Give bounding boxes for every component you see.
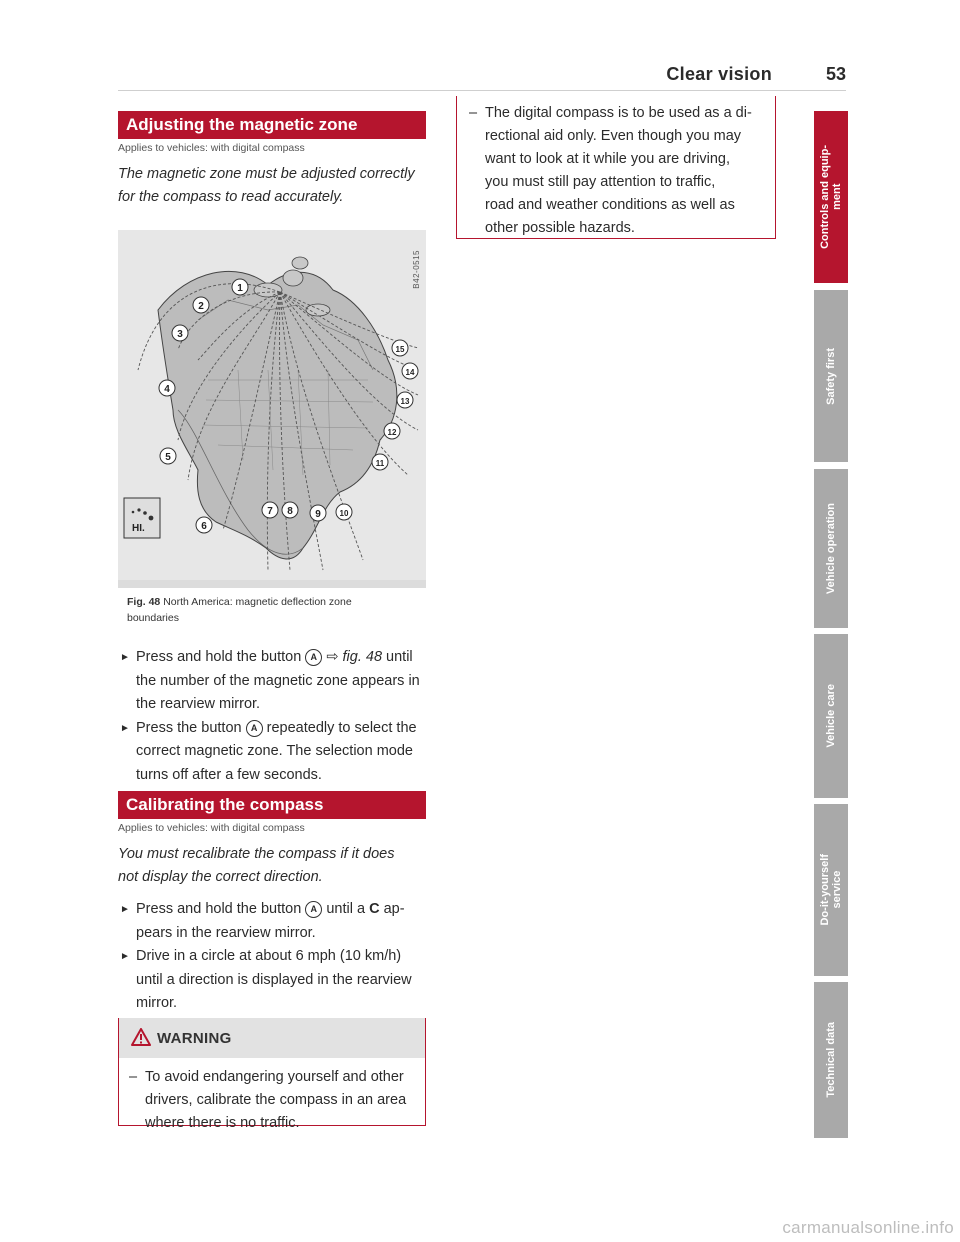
step-text: mirror. <box>136 995 178 1011</box>
zone-marker <box>196 517 212 533</box>
steps-list-calibrating <box>118 898 428 1016</box>
step-item <box>118 945 428 1016</box>
tab-vehicle-operation[interactable] <box>814 469 848 628</box>
watermark: carmanualsonline.info <box>782 1218 954 1237</box>
figure-link[interactable]: fig. 48 <box>342 649 383 665</box>
section-intro <box>118 163 428 209</box>
note-line: you must still pay attention to traffic, <box>485 174 716 190</box>
step-text: the rearview mirror. <box>136 696 261 712</box>
warning-line: drivers, calibrate the compass in an area <box>145 1092 407 1108</box>
svg-text:9: 9 <box>315 509 321 520</box>
magnetic-zone-map-figure <box>118 230 426 588</box>
warning-header <box>119 1018 425 1058</box>
figure-number: Fig. 48 <box>127 596 161 608</box>
applies-to-note: Applies to vehicles: with digital compass <box>118 142 305 154</box>
tab-label: Safety first <box>825 347 837 405</box>
intro-line: The magnetic zone must be adjusted correctly <box>118 166 415 182</box>
svg-text:14: 14 <box>405 368 415 377</box>
svg-text:2: 2 <box>198 301 204 312</box>
svg-text:1: 1 <box>237 283 243 294</box>
note-line: rectional aid only. Even though you may <box>485 128 742 144</box>
steps-list-magnetic-zone <box>118 646 428 787</box>
step-bullet: ► <box>120 904 130 915</box>
note-line: want to look at it while you are driving, <box>485 151 731 167</box>
zone-marker <box>336 504 352 520</box>
tab-controls-and-equipment[interactable] <box>814 111 848 283</box>
tab-safety-first[interactable] <box>814 290 848 462</box>
section-heading-calibrating: Calibrating the compass <box>118 791 426 819</box>
north-america-map <box>118 230 426 588</box>
step-text: until a direction is displayed in the rearview <box>136 971 412 988</box>
tab-label: Vehicle operation <box>825 502 837 595</box>
svg-text:15: 15 <box>395 345 405 354</box>
svg-text:8: 8 <box>287 506 293 517</box>
warning-line: where there is no traffic. <box>145 1115 300 1131</box>
button-a-icon: A <box>305 649 322 666</box>
calibration-letter: C <box>369 901 380 917</box>
page-number: 53 <box>825 64 846 84</box>
zone-marker <box>402 363 418 379</box>
warning-triangle-icon <box>131 1028 151 1046</box>
tab-label: Controls and equip- ment <box>819 145 843 249</box>
tab-label: Vehicle care <box>825 684 837 748</box>
svg-text:11: 11 <box>375 459 385 468</box>
intro-line: for the compass to read accurately. <box>118 189 344 205</box>
step-text: until <box>386 649 413 665</box>
running-header-title: Clear vision <box>666 64 772 84</box>
figure-code: B42-0515 <box>412 250 421 289</box>
svg-text:3: 3 <box>177 329 183 340</box>
step-text: Press and hold the button <box>136 901 302 917</box>
tab-label: Do-it-yourself service <box>819 854 843 926</box>
intro-line: not display the correct direction. <box>118 869 323 885</box>
step-text: Press the button <box>136 719 242 736</box>
step-item <box>118 898 428 945</box>
cross-ref-arrow: ⇨ <box>326 649 339 665</box>
header-rule <box>118 90 846 91</box>
note-line: The digital compass is to be used as a di- <box>485 105 752 121</box>
hawaii-label: HI. <box>132 523 145 534</box>
svg-text:4: 4 <box>164 384 170 395</box>
step-bullet: ► <box>120 951 130 962</box>
note-box <box>456 96 776 239</box>
zone-marker <box>193 297 209 313</box>
svg-text:13: 13 <box>400 397 410 406</box>
step-text: repeatedly to select the <box>266 719 417 736</box>
button-a-icon: A <box>246 720 263 737</box>
step-text: the number of the magnetic zone appears in <box>136 672 420 689</box>
step-item <box>118 717 428 788</box>
step-text: ap- <box>383 901 405 917</box>
svg-text:12: 12 <box>387 428 397 437</box>
intro-line: You must recalibrate the compass if it does <box>118 846 395 862</box>
zone-marker <box>159 380 175 396</box>
warning-text: – To avoid endangering yourself and other drivers, calibrate the compass in an area where there is no traffic. <box>129 1066 421 1135</box>
step-text: until a <box>326 901 366 917</box>
tab-technical-data[interactable] <box>814 982 848 1138</box>
svg-text:10: 10 <box>339 509 349 518</box>
svg-text:5: 5 <box>165 452 171 463</box>
step-text: turns off after a few seconds. <box>136 766 322 783</box>
step-text: Drive in a circle at about 6 mph (10 km/h) <box>136 948 402 964</box>
warning-box <box>118 1018 426 1131</box>
tab-label: Technical data <box>825 1022 837 1098</box>
warning-title: WARNING <box>157 1030 232 1047</box>
step-bullet: ► <box>120 722 130 734</box>
figure-caption-text: North America: magnetic deflection zone <box>163 596 352 608</box>
zone-marker <box>310 505 326 521</box>
zone-marker <box>397 392 413 408</box>
zone-marker <box>392 340 408 356</box>
svg-text:7: 7 <box>267 506 273 517</box>
figure-caption <box>127 594 423 626</box>
zone-marker <box>262 502 278 518</box>
step-text: pears in the rearview mirror. <box>136 924 316 941</box>
tab-vehicle-care[interactable] <box>814 634 848 798</box>
figure-caption-text: boundaries <box>127 612 179 624</box>
button-a-icon: A <box>305 901 322 918</box>
step-item <box>118 646 428 717</box>
note-line: other possible hazards. <box>485 220 635 236</box>
zone-marker <box>232 279 248 295</box>
applies-to-note: Applies to vehicles: with digital compass <box>118 822 305 834</box>
section-intro <box>118 843 428 889</box>
step-bullet: ► <box>120 652 130 663</box>
section-heading-magnetic-zone: Adjusting the magnetic zone <box>118 111 426 139</box>
step-text: correct magnetic zone. The selection mode <box>136 743 413 759</box>
warning-line: To avoid endangering yourself and other <box>145 1069 404 1085</box>
zone-marker <box>160 448 176 464</box>
zone-marker <box>384 423 400 439</box>
note-line: road and weather conditions as well as <box>485 197 735 213</box>
zone-marker <box>372 454 388 470</box>
tab-do-it-yourself-service[interactable] <box>814 804 848 976</box>
svg-text:6: 6 <box>201 521 207 532</box>
step-text: Press and hold the button <box>136 649 302 665</box>
zone-marker <box>282 502 298 518</box>
note-text: – The digital compass is to be used as a di- rectional aid only. Even though you may want to look at it while you are driving, you must still pay attention to traffic, road and weather conditions as well as other possible hazards. <box>469 102 769 240</box>
zone-marker <box>172 325 188 341</box>
